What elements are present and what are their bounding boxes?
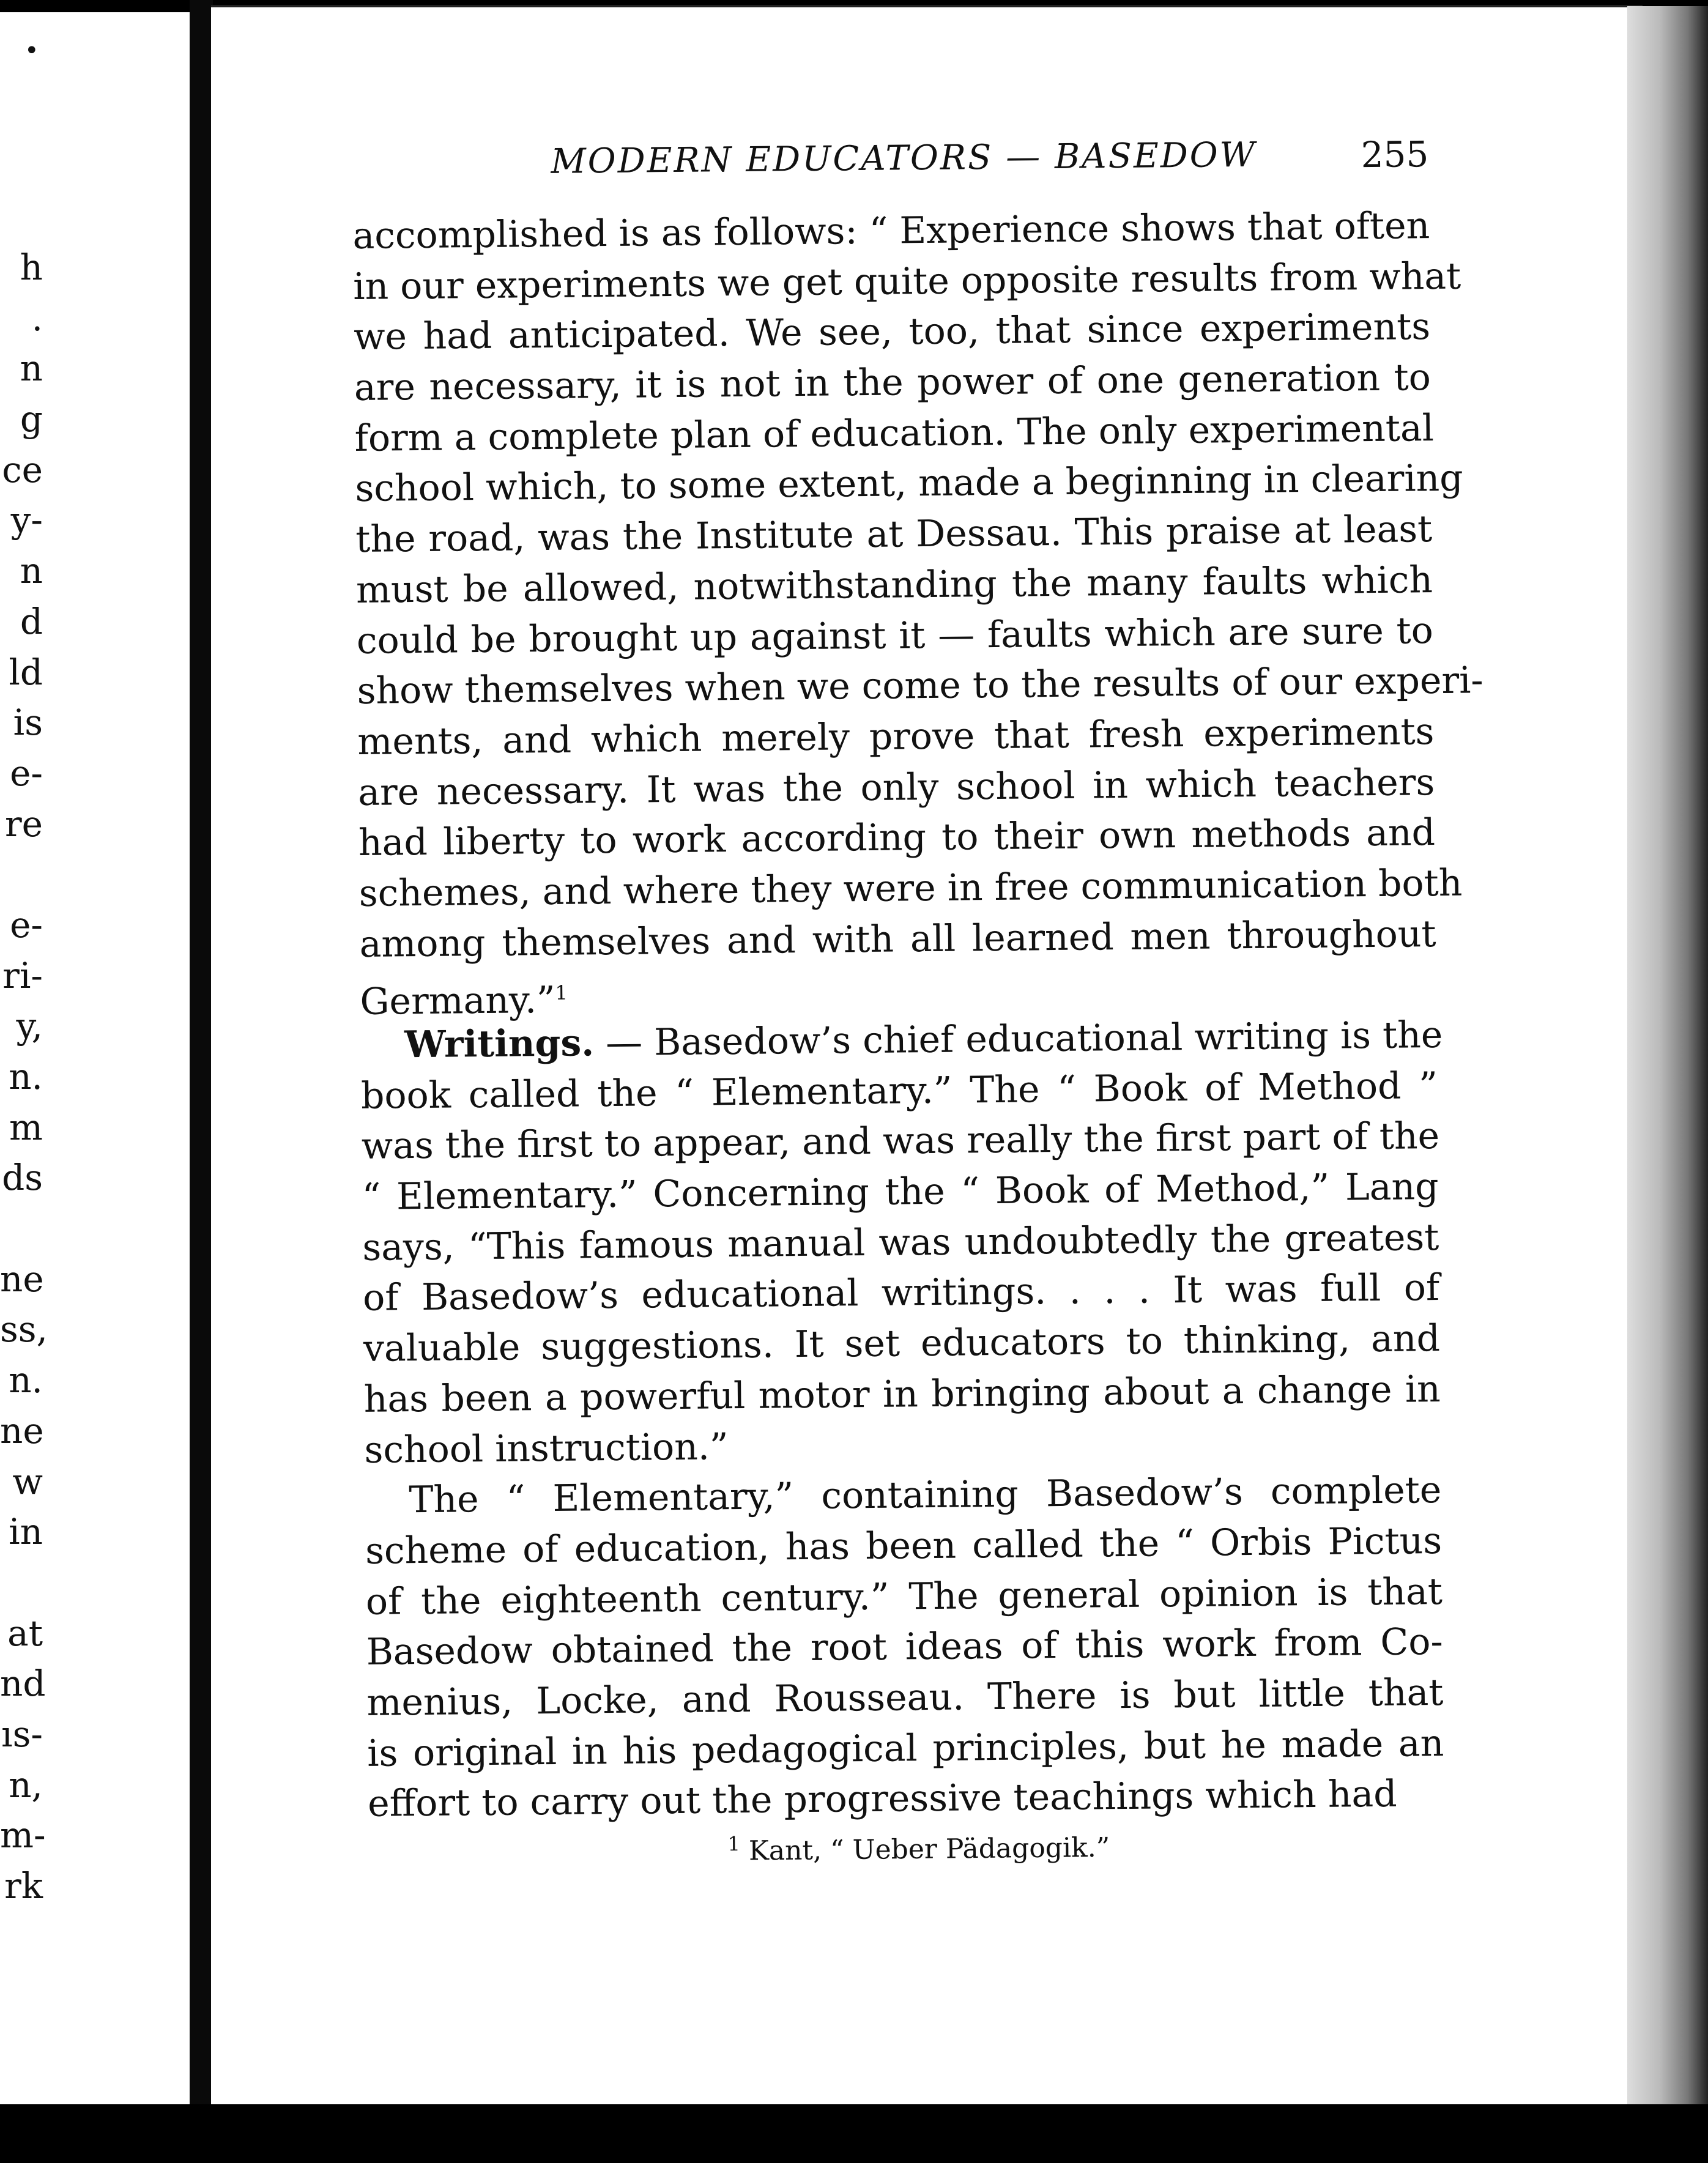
left-page-fragment: ss,	[0, 1308, 48, 1351]
line-text: school which, to some extent, made a beginning in clearing	[355, 457, 1463, 511]
line-text: Basedow obtained the root ideas of this work from Co-	[366, 1620, 1444, 1674]
left-page-fragment: .	[31, 297, 43, 339]
left-page-fragment	[0, 1557, 43, 1608]
left-page-fragment: m-	[0, 1814, 46, 1857]
line-text: was the first to appear, and was really the first part of the	[361, 1115, 1440, 1168]
line-text: had liberty to work according to their own methods and	[358, 811, 1436, 865]
line-text: “ Elementary.” Concerning the “ Book of Method,” Lang	[362, 1165, 1439, 1219]
left-page-fragment: n,	[9, 1764, 43, 1806]
left-page-fragment	[0, 1203, 43, 1254]
left-page-fragment: n.	[9, 1359, 43, 1401]
line-text: — Basedow’s chief educational writing is the	[593, 1013, 1443, 1065]
left-page-mark: •	[24, 37, 39, 65]
line-text: has been a powerful motor in bringing about a change in	[363, 1367, 1441, 1421]
line-text: among themselves and with all learned men throughout	[359, 912, 1436, 966]
left-page-fragment: g	[20, 398, 43, 440]
left-page-fragment: y,	[16, 1005, 43, 1047]
line-text: valuable suggestions. It set educators to thinking, and	[363, 1317, 1441, 1371]
left-page-fragment: e-	[10, 752, 43, 794]
line-text: the road, was the Institute at Dessau. This praise at least	[355, 508, 1433, 562]
page-edge-shadow	[1627, 6, 1708, 2129]
line-text: accomplished is as follows: “ Experience shows that often	[352, 204, 1430, 258]
running-title: MODERN EDUCATORS — BASEDOW	[551, 135, 1257, 182]
left-page-fragment: ne	[0, 1258, 44, 1300]
left-page-fragment: ds	[2, 1157, 43, 1199]
line-text: scheme of education, has been called the “ Orbis Pictus	[365, 1519, 1443, 1573]
left-page-fragment: at	[7, 1612, 43, 1654]
line-text: are necessary. It was the only school in which teachers	[357, 760, 1435, 814]
left-page-fragment: ce	[2, 448, 43, 491]
left-page-fragment: n	[20, 347, 43, 390]
text-line	[363, 1364, 1441, 1425]
line-text: of the eighteenth century.” The general opinion is that	[365, 1570, 1443, 1623]
line-text: we had anticipated. We see, too, that since experiments	[353, 305, 1431, 359]
line-text: Germany.”	[360, 979, 555, 1024]
line-text: school instruction.”	[364, 1425, 729, 1472]
running-header	[352, 127, 1429, 211]
left-page-fragment: ne	[0, 1409, 44, 1452]
line-text: ments, and which merely prove that fresh experiments	[357, 710, 1435, 763]
left-page-fragment: in	[9, 1511, 43, 1553]
line-text: form a complete plan of education. The only experimental	[354, 406, 1435, 460]
left-page-fragment: n.	[9, 1056, 43, 1097]
line-text: must be allowed, notwithstanding the many faults which	[355, 558, 1433, 612]
left-page-fragment: m	[9, 1106, 43, 1148]
line-text: are necessary, it is not in the power of one generation to	[354, 356, 1431, 410]
line-text: schemes, and where they were in free communication both	[358, 861, 1463, 915]
bottom-edge	[0, 2104, 1708, 2163]
line-text: The “ Elementary,” containing Basedow’s complete	[409, 1469, 1442, 1522]
left-page-fragment: ri-	[2, 954, 43, 996]
footnote-marker: 1	[727, 1832, 741, 1856]
left-page-fragments	[0, 242, 48, 1912]
line-text: of Basedow’s educational writings. . . . It was full of	[362, 1266, 1440, 1320]
footnote-text: Kant, “ Ueber Pädagogik.”	[748, 1831, 1110, 1867]
text-line	[359, 909, 1436, 970]
line-text: could be brought up against it — faults which are sure to	[356, 609, 1434, 662]
left-page-fragment: nd	[0, 1663, 46, 1705]
page-number: 255	[1361, 133, 1429, 176]
text-line	[356, 555, 1433, 616]
left-page-fragment: y-	[10, 499, 43, 541]
left-page-fragment: rk	[4, 1865, 43, 1907]
left-page-fragment: is	[13, 702, 43, 744]
left-page-fragment: w	[12, 1460, 43, 1502]
left-page-fragment: ld	[9, 651, 43, 693]
footnote-reference: 1	[555, 981, 568, 1005]
page-text	[352, 127, 1483, 1870]
left-page-fragment: h	[20, 247, 43, 288]
body-text	[352, 201, 1483, 1830]
section-heading: Writings.	[404, 1022, 595, 1067]
line-text: show themselves when we come to the results of our experi-	[357, 659, 1483, 713]
line-text: menius, Locke, and Rousseau. There is but little that	[366, 1671, 1444, 1724]
line-text: in our experiments we get quite opposite results from what	[353, 254, 1461, 308]
line-text: says, “This famous manual was undoubtedly the greatest	[362, 1215, 1439, 1269]
left-page-fragment: e-	[10, 903, 43, 946]
book-gutter	[190, 0, 213, 2163]
text-line	[368, 1768, 1445, 1830]
line-text: book called the “ Elementary.” The “ Book of Method ”	[360, 1064, 1438, 1118]
line-text: effort to carry out the progressive teachings which had	[367, 1773, 1397, 1826]
left-page-fragment: ıs-	[1, 1713, 43, 1755]
line-text: is original in his pedagogical principles, but he made an	[367, 1721, 1444, 1775]
left-page-fragment: n	[20, 550, 43, 592]
left-page-fragment	[0, 849, 43, 900]
left-page-fragment: re	[4, 803, 43, 845]
left-page-fragment: d	[20, 600, 43, 642]
